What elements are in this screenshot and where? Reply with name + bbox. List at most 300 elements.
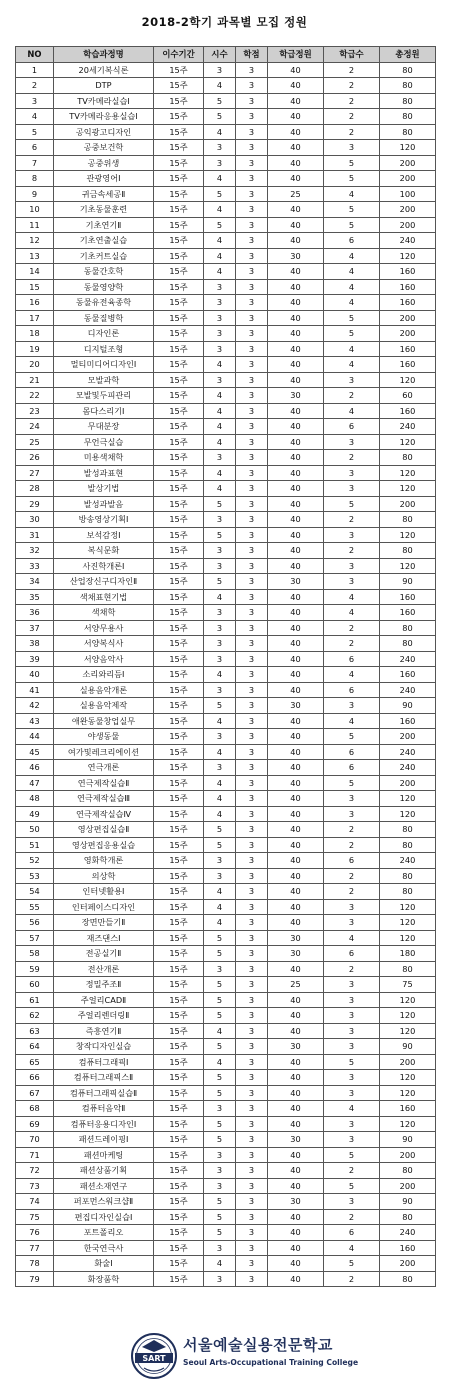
- col-total-capacity-cell: 160: [380, 341, 436, 357]
- table-row: [16, 62, 436, 78]
- col-class-capacity-cell: 40: [268, 853, 324, 869]
- col-no-cell: 49: [16, 806, 54, 822]
- col-duration-cell: 15주: [154, 1008, 204, 1024]
- col-credits-cell: 3: [236, 62, 268, 78]
- table-row: [16, 512, 436, 528]
- col-course-name-cell: 창작디자인실습: [54, 1039, 154, 1055]
- col-credits-cell: 3: [236, 403, 268, 419]
- col-class-capacity-cell: 40: [268, 202, 324, 218]
- col-no-cell: 44: [16, 729, 54, 745]
- col-no-cell: 65: [16, 1054, 54, 1070]
- col-course-name-cell: 멀티미디어디자인Ⅰ: [54, 357, 154, 373]
- col-course-name-cell: 연극제작실습Ⅳ: [54, 806, 154, 822]
- col-class-capacity-cell: 40: [268, 806, 324, 822]
- col-total-capacity-cell: 60: [380, 388, 436, 404]
- col-credits-cell: 3: [236, 930, 268, 946]
- table-row: [16, 109, 436, 125]
- col-hours-cell: 5: [204, 186, 236, 202]
- table-row: [16, 372, 436, 388]
- col-duration-cell: 15주: [154, 651, 204, 667]
- col-course-name-cell: TV카메라응용실습Ⅰ: [54, 109, 154, 125]
- col-no-cell: 15: [16, 279, 54, 295]
- col-class-count-cell: 5: [324, 202, 380, 218]
- col-course-name-cell: 산업장신구디자인Ⅱ: [54, 574, 154, 590]
- col-duration-cell: 15주: [154, 419, 204, 435]
- col-credits-cell: 3: [236, 171, 268, 187]
- col-class-capacity-cell: 40: [268, 884, 324, 900]
- col-class-count-cell: 5: [324, 1256, 380, 1272]
- col-course-name-cell: 모발및두피관리: [54, 388, 154, 404]
- col-total-capacity-cell: 120: [380, 806, 436, 822]
- col-total-capacity-cell: 120: [380, 372, 436, 388]
- col-no-cell: 37: [16, 620, 54, 636]
- col-class-count-cell: 4: [324, 930, 380, 946]
- col-course-name-cell: 디지털조형: [54, 341, 154, 357]
- col-hours-cell: 3: [204, 372, 236, 388]
- col-no-cell: 29: [16, 496, 54, 512]
- col-duration-cell: 15주: [154, 713, 204, 729]
- col-class-count-cell: 2: [324, 388, 380, 404]
- col-duration-cell: 15주: [154, 450, 204, 466]
- table-row: [16, 78, 436, 94]
- table-row: [16, 1271, 436, 1287]
- col-hours-cell: 5: [204, 1085, 236, 1101]
- table-row: [16, 1178, 436, 1194]
- school-name-english: Seoul Arts-Occupational Training College: [183, 1358, 359, 1367]
- col-class-count-cell: 2: [324, 620, 380, 636]
- table-row: [16, 450, 436, 466]
- col-total-capacity-cell: 120: [380, 527, 436, 543]
- col-hours-cell: 3: [204, 1178, 236, 1194]
- col-hours-cell: 3: [204, 636, 236, 652]
- col-course-name-cell: 전산개론: [54, 961, 154, 977]
- col-hours-cell: 5: [204, 837, 236, 853]
- col-no-cell: 63: [16, 1023, 54, 1039]
- col-credits-cell: 3: [236, 388, 268, 404]
- col-course-name-cell: DTP: [54, 78, 154, 94]
- col-duration-cell: 15주: [154, 171, 204, 187]
- col-total-capacity-cell: 80: [380, 109, 436, 125]
- col-duration-cell: 15주: [154, 1147, 204, 1163]
- col-class-capacity-cell: 40: [268, 915, 324, 931]
- col-course-name-cell: 방송영상기획Ⅰ: [54, 512, 154, 528]
- col-no-cell: 1: [16, 62, 54, 78]
- col-total-capacity-cell: 80: [380, 1163, 436, 1179]
- col-class-capacity-cell: 40: [268, 1116, 324, 1132]
- table-row: [16, 155, 436, 171]
- col-duration-cell: 15주: [154, 760, 204, 776]
- col-credits-cell: 3: [236, 512, 268, 528]
- col-total-capacity-cell: 80: [380, 1209, 436, 1225]
- col-total-capacity-cell: 80: [380, 512, 436, 528]
- table-row: [16, 326, 436, 342]
- col-duration-cell: 15주: [154, 698, 204, 714]
- col-class-capacity-cell: 40: [268, 961, 324, 977]
- col-no-cell: 51: [16, 837, 54, 853]
- col-course-name-cell: TV카메라실습Ⅰ: [54, 93, 154, 109]
- col-credits-cell: 3: [236, 682, 268, 698]
- col-course-name-cell: 포트폴리오: [54, 1225, 154, 1241]
- col-class-count-cell: 4: [324, 279, 380, 295]
- table-row: [16, 713, 436, 729]
- col-no-cell: 16: [16, 295, 54, 311]
- table-row: [16, 357, 436, 373]
- col-class-count-cell: 3: [324, 527, 380, 543]
- col-credits-cell: 3: [236, 1085, 268, 1101]
- col-class-count-cell: 4: [324, 605, 380, 621]
- table-row: [16, 465, 436, 481]
- col-no-cell: 67: [16, 1085, 54, 1101]
- col-class-capacity-cell: 40: [268, 527, 324, 543]
- col-credits-cell: 3: [236, 744, 268, 760]
- col-hours-cell: 5: [204, 109, 236, 125]
- col-class-capacity-cell: 40: [268, 1023, 324, 1039]
- col-total-capacity-cell: 120: [380, 1085, 436, 1101]
- table-row: [16, 977, 436, 993]
- col-duration-cell: 15주: [154, 853, 204, 869]
- col-course-name-cell: 연극제작실습Ⅱ: [54, 775, 154, 791]
- col-total-capacity-cell: 160: [380, 357, 436, 373]
- col-duration-cell: 15주: [154, 1023, 204, 1039]
- col-course-name-cell: 화술Ⅰ: [54, 1256, 154, 1272]
- col-class-capacity-cell: 40: [268, 589, 324, 605]
- table-row: [16, 837, 436, 853]
- col-duration-cell: 15주: [154, 961, 204, 977]
- table-body: [16, 62, 436, 1287]
- col-hours-cell: 3: [204, 512, 236, 528]
- col-hours-cell: 5: [204, 698, 236, 714]
- col-course-name-cell: 정밀주조Ⅱ: [54, 977, 154, 993]
- col-hours-cell: 3: [204, 868, 236, 884]
- table-row: [16, 930, 436, 946]
- col-credits-cell: 3: [236, 186, 268, 202]
- col-class-count-cell: 3: [324, 806, 380, 822]
- col-hours-cell: 4: [204, 791, 236, 807]
- table-row: [16, 961, 436, 977]
- col-duration-header: 이수기간: [154, 47, 204, 63]
- col-hours-cell: 4: [204, 713, 236, 729]
- col-course-name-cell: 발성과발음: [54, 496, 154, 512]
- col-total-capacity-cell: 80: [380, 1271, 436, 1287]
- table-row: [16, 651, 436, 667]
- col-total-capacity-cell: 240: [380, 853, 436, 869]
- col-class-capacity-cell: 40: [268, 1163, 324, 1179]
- col-credits-cell: 3: [236, 961, 268, 977]
- col-credits-cell: 3: [236, 1209, 268, 1225]
- col-no-cell: 69: [16, 1116, 54, 1132]
- table-row: [16, 1054, 436, 1070]
- table-row: [16, 1256, 436, 1272]
- col-credits-cell: 3: [236, 620, 268, 636]
- table-row: [16, 527, 436, 543]
- col-total-capacity-cell: 90: [380, 698, 436, 714]
- col-course-name-cell: 패션소재연구: [54, 1178, 154, 1194]
- col-hours-cell: 3: [204, 310, 236, 326]
- col-course-name-cell: 패션상품기획: [54, 1163, 154, 1179]
- col-class-count-cell: 6: [324, 651, 380, 667]
- col-no-cell: 71: [16, 1147, 54, 1163]
- col-hours-cell: 4: [204, 419, 236, 435]
- col-class-capacity-cell: 40: [268, 620, 324, 636]
- col-no-cell: 70: [16, 1132, 54, 1148]
- col-credits-cell: 3: [236, 589, 268, 605]
- col-total-capacity-cell: 120: [380, 1023, 436, 1039]
- col-credits-cell: 3: [236, 326, 268, 342]
- col-class-count-cell: 3: [324, 434, 380, 450]
- col-credits-cell: 3: [236, 992, 268, 1008]
- col-class-count-cell: 3: [324, 1039, 380, 1055]
- col-course-name-cell: 모발과학: [54, 372, 154, 388]
- col-total-capacity-cell: 160: [380, 605, 436, 621]
- col-no-cell: 32: [16, 543, 54, 559]
- col-class-count-cell: 3: [324, 791, 380, 807]
- col-hours-cell: 3: [204, 279, 236, 295]
- col-no-cell: 40: [16, 667, 54, 683]
- col-class-capacity-cell: 40: [268, 171, 324, 187]
- col-no-cell: 46: [16, 760, 54, 776]
- col-total-capacity-cell: 120: [380, 915, 436, 931]
- col-course-name-cell: 화장품학: [54, 1271, 154, 1287]
- col-duration-cell: 15주: [154, 217, 204, 233]
- col-total-capacity-cell: 200: [380, 729, 436, 745]
- table-row: [16, 248, 436, 264]
- col-course-name-cell: 영상편집응용실습: [54, 837, 154, 853]
- col-class-capacity-cell: 40: [268, 992, 324, 1008]
- col-duration-cell: 15주: [154, 1178, 204, 1194]
- col-duration-cell: 15주: [154, 1163, 204, 1179]
- table-row: [16, 1101, 436, 1117]
- col-no-cell: 31: [16, 527, 54, 543]
- col-course-name-cell: 연극제작실습Ⅲ: [54, 791, 154, 807]
- col-duration-cell: 15주: [154, 1116, 204, 1132]
- col-credits-cell: 3: [236, 1101, 268, 1117]
- col-course-name-cell: 몸다스리기Ⅰ: [54, 403, 154, 419]
- col-duration-cell: 15주: [154, 589, 204, 605]
- col-duration-cell: 15주: [154, 372, 204, 388]
- col-class-count-cell: 6: [324, 760, 380, 776]
- col-class-capacity-cell: 40: [268, 791, 324, 807]
- col-course-name-cell: 관광영어Ⅰ: [54, 171, 154, 187]
- table-row: [16, 403, 436, 419]
- table-row: [16, 543, 436, 559]
- col-total-capacity-cell: 90: [380, 1132, 436, 1148]
- col-total-capacity-cell: 160: [380, 589, 436, 605]
- col-credits-cell: 3: [236, 667, 268, 683]
- col-hours-cell: 4: [204, 915, 236, 931]
- col-course-name-cell: 퍼포먼스워크샵Ⅱ: [54, 1194, 154, 1210]
- col-hours-cell: 3: [204, 760, 236, 776]
- col-class-capacity-cell: 40: [268, 605, 324, 621]
- col-class-capacity-cell: 40: [268, 512, 324, 528]
- table-row: [16, 605, 436, 621]
- col-class-count-cell: 2: [324, 884, 380, 900]
- col-credits-cell: 3: [236, 1240, 268, 1256]
- col-credits-cell: 3: [236, 1054, 268, 1070]
- col-hours-cell: 3: [204, 450, 236, 466]
- col-hours-cell: 3: [204, 605, 236, 621]
- col-no-cell: 17: [16, 310, 54, 326]
- col-class-capacity-cell: 40: [268, 760, 324, 776]
- col-total-capacity-cell: 120: [380, 1116, 436, 1132]
- table-row: [16, 822, 436, 838]
- col-duration-cell: 15주: [154, 543, 204, 559]
- col-hours-cell: 5: [204, 1132, 236, 1148]
- col-class-capacity-cell: 30: [268, 1194, 324, 1210]
- col-class-count-cell: 3: [324, 992, 380, 1008]
- col-class-capacity-cell: 40: [268, 899, 324, 915]
- col-class-capacity-cell: 30: [268, 388, 324, 404]
- col-course-name-cell: 애완동물창업실무: [54, 713, 154, 729]
- col-no-cell: 39: [16, 651, 54, 667]
- col-course-name-cell: 공중위생: [54, 155, 154, 171]
- col-total-capacity-cell: 80: [380, 93, 436, 109]
- col-credits-cell: 3: [236, 78, 268, 94]
- col-duration-cell: 15주: [154, 496, 204, 512]
- col-class-count-cell: 3: [324, 465, 380, 481]
- col-total-capacity-cell: 90: [380, 1039, 436, 1055]
- col-duration-cell: 15주: [154, 1256, 204, 1272]
- col-class-capacity-cell: 40: [268, 775, 324, 791]
- col-course-name-cell: 실용음악개론: [54, 682, 154, 698]
- col-class-capacity-cell: 40: [268, 682, 324, 698]
- col-class-count-cell: 6: [324, 744, 380, 760]
- table-row: [16, 434, 436, 450]
- col-hours-cell: 5: [204, 1225, 236, 1241]
- col-class-count-cell: 4: [324, 248, 380, 264]
- col-class-capacity-cell: 40: [268, 233, 324, 249]
- col-course-name-cell: 동물간호학: [54, 264, 154, 280]
- col-course-name-cell: 주얼리CADⅡ: [54, 992, 154, 1008]
- col-class-capacity-cell: 40: [268, 481, 324, 497]
- col-course-name-cell: 동물영양학: [54, 279, 154, 295]
- table-row: [16, 419, 436, 435]
- col-no-cell: 33: [16, 558, 54, 574]
- col-class-capacity-cell: 40: [268, 713, 324, 729]
- col-class-count-cell: 6: [324, 682, 380, 698]
- col-hours-cell: 4: [204, 481, 236, 497]
- col-class-capacity-cell: 40: [268, 264, 324, 280]
- col-class-capacity-cell: 30: [268, 248, 324, 264]
- col-class-capacity-cell: 40: [268, 217, 324, 233]
- col-class-count-cell: 4: [324, 667, 380, 683]
- col-class-count-cell: 3: [324, 915, 380, 931]
- col-class-capacity-cell: 40: [268, 310, 324, 326]
- col-class-count-cell: 2: [324, 636, 380, 652]
- col-total-capacity-cell: 80: [380, 884, 436, 900]
- col-credits-cell: 3: [236, 1225, 268, 1241]
- col-class-capacity-cell: 40: [268, 140, 324, 156]
- col-total-capacity-cell: 160: [380, 1101, 436, 1117]
- col-class-capacity-cell: 40: [268, 1256, 324, 1272]
- col-total-capacity-cell: 200: [380, 326, 436, 342]
- col-course-name-cell: 영화학개론: [54, 853, 154, 869]
- col-total-capacity-cell: 160: [380, 279, 436, 295]
- col-duration-cell: 15주: [154, 1039, 204, 1055]
- col-duration-cell: 15주: [154, 295, 204, 311]
- col-class-count-cell: 2: [324, 961, 380, 977]
- col-credits-cell: 3: [236, 264, 268, 280]
- col-no-cell: 55: [16, 899, 54, 915]
- table-row: [16, 388, 436, 404]
- col-class-count-cell: 5: [324, 155, 380, 171]
- col-total-capacity-cell: 240: [380, 682, 436, 698]
- col-class-count-cell: 2: [324, 93, 380, 109]
- table-row: [16, 853, 436, 869]
- col-no-cell: 47: [16, 775, 54, 791]
- col-total-capacity-cell: 160: [380, 1240, 436, 1256]
- col-total-capacity-cell: 80: [380, 837, 436, 853]
- col-total-capacity-cell: 80: [380, 822, 436, 838]
- col-class-capacity-cell: 25: [268, 186, 324, 202]
- col-total-capacity-cell: 200: [380, 155, 436, 171]
- col-hours-cell: 4: [204, 1023, 236, 1039]
- col-hours-cell: 3: [204, 1147, 236, 1163]
- page-title: 2018-2학기 과목별 모집 정원: [141, 15, 308, 29]
- col-no-cell: 20: [16, 357, 54, 373]
- col-class-capacity-cell: 40: [268, 109, 324, 125]
- col-hours-cell: 3: [204, 140, 236, 156]
- col-no-cell: 62: [16, 1008, 54, 1024]
- col-duration-cell: 15주: [154, 729, 204, 745]
- col-hours-cell: 4: [204, 899, 236, 915]
- table-row: [16, 884, 436, 900]
- enrollment-table: [15, 46, 436, 1287]
- col-course-name-cell: 20세기복식론: [54, 62, 154, 78]
- col-duration-cell: 15주: [154, 992, 204, 1008]
- col-class-count-cell: 4: [324, 713, 380, 729]
- col-duration-cell: 15주: [154, 636, 204, 652]
- footer: [0, 1330, 449, 1386]
- col-class-capacity-cell: 40: [268, 558, 324, 574]
- col-duration-cell: 15주: [154, 620, 204, 636]
- col-course-name-cell: 컴퓨터그래픽스Ⅱ: [54, 1070, 154, 1086]
- col-class-capacity-cell: 40: [268, 372, 324, 388]
- table-row: [16, 186, 436, 202]
- col-total-capacity-cell: 200: [380, 202, 436, 218]
- col-hours-cell: 3: [204, 543, 236, 559]
- col-duration-cell: 15주: [154, 806, 204, 822]
- col-course-name-cell: 기초연출실습: [54, 233, 154, 249]
- col-duration-cell: 15주: [154, 1070, 204, 1086]
- col-class-count-cell: 3: [324, 558, 380, 574]
- col-total-capacity-cell: 80: [380, 78, 436, 94]
- col-hours-cell: 3: [204, 651, 236, 667]
- col-credits-cell: 3: [236, 93, 268, 109]
- col-no-cell: 13: [16, 248, 54, 264]
- col-credits-cell: 3: [236, 1039, 268, 1055]
- table-row: [16, 1008, 436, 1024]
- col-credits-cell: 3: [236, 372, 268, 388]
- col-credits-cell: 3: [236, 1178, 268, 1194]
- col-course-name-cell: 디자인론: [54, 326, 154, 342]
- col-credits-cell: 3: [236, 527, 268, 543]
- col-hours-header: 시수: [204, 47, 236, 63]
- col-credits-cell: 3: [236, 155, 268, 171]
- col-hours-cell: 4: [204, 465, 236, 481]
- col-no-cell: 41: [16, 682, 54, 698]
- col-class-count-cell: 2: [324, 1209, 380, 1225]
- col-duration-cell: 15주: [154, 93, 204, 109]
- table-row: [16, 1116, 436, 1132]
- col-total-capacity-cell: 120: [380, 481, 436, 497]
- col-no-cell: 26: [16, 450, 54, 466]
- col-duration-cell: 15주: [154, 930, 204, 946]
- col-class-count-cell: 3: [324, 1194, 380, 1210]
- col-no-cell: 21: [16, 372, 54, 388]
- col-class-capacity-cell: 40: [268, 822, 324, 838]
- col-class-count-cell: 4: [324, 1240, 380, 1256]
- col-class-capacity-cell: 40: [268, 636, 324, 652]
